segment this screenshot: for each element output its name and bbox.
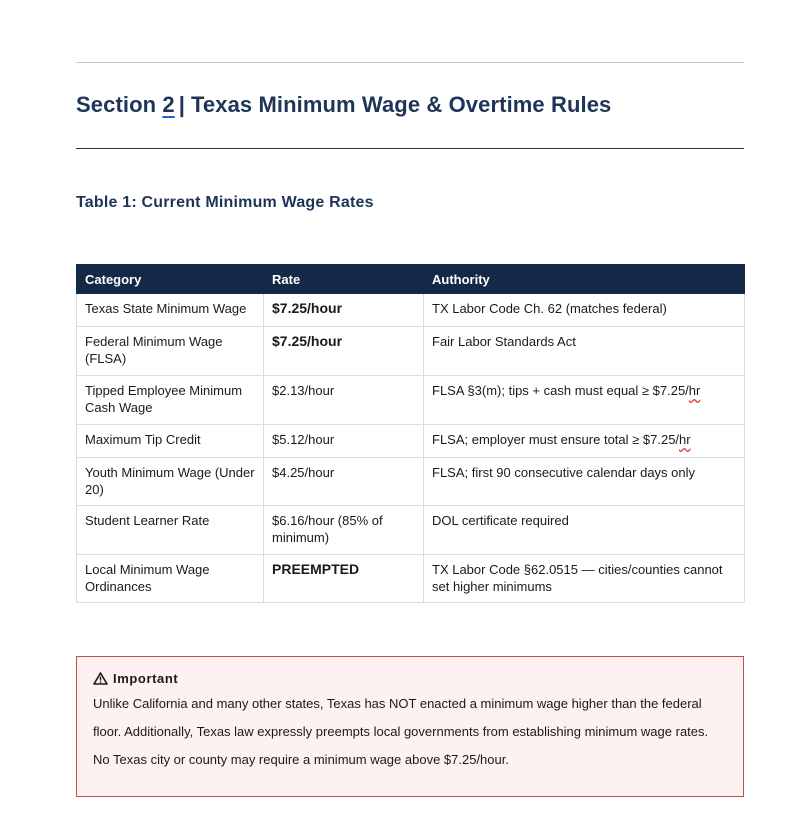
category-cell: Student Learner Rate	[77, 506, 264, 555]
header-rate: Rate	[264, 265, 424, 294]
authority-cell	[424, 425, 745, 458]
rate-cell: $2.13/hour	[264, 376, 424, 425]
section-separator: |	[178, 92, 185, 117]
spellcheck-flagged-word: hr	[688, 383, 701, 398]
table-row	[77, 555, 745, 603]
rate-cell: $5.12/hour	[264, 425, 424, 458]
section-prefix: Section	[76, 92, 157, 117]
important-callout	[76, 656, 744, 797]
warning-icon	[93, 672, 108, 685]
callout-body	[93, 690, 727, 774]
heading-divider	[76, 148, 744, 149]
category-cell: Maximum Tip Credit	[77, 425, 264, 458]
top-divider	[76, 62, 744, 63]
callout-header	[93, 671, 727, 686]
callout-line: floor. Additionally, Texas law expressly preempts local governments from establishing minimum wage rates.	[93, 724, 709, 739]
table-row	[77, 376, 745, 425]
table-header-row	[77, 265, 745, 294]
authority-cell	[424, 376, 745, 425]
callout-line: Unlike California and many other states, Texas has NOT enacted a minimum wage higher than the federal	[93, 696, 702, 711]
rate-cell: $7.25/hour	[264, 294, 424, 327]
category-cell: Tipped Employee Minimum Cash Wage	[77, 376, 264, 425]
table-row	[77, 294, 745, 327]
callout-title: Important	[113, 671, 179, 686]
authority-text: FLSA; employer must ensure total ≥ $7.25/	[432, 432, 680, 447]
minimum-wage-table	[76, 264, 745, 603]
header-authority: Authority	[424, 265, 745, 294]
category-cell: Youth Minimum Wage (Under 20)	[77, 458, 264, 506]
category-cell: Texas State Minimum Wage	[77, 294, 264, 327]
table-title: Table 1: Current Minimum Wage Rates	[76, 194, 374, 211]
category-cell: Federal Minimum Wage (FLSA)	[77, 327, 264, 376]
rate-cell: PREEMPTED	[264, 555, 424, 603]
table-row	[77, 327, 745, 376]
table-row	[77, 425, 745, 458]
table-row	[77, 458, 745, 506]
header-category: Category	[77, 265, 264, 294]
authority-cell: DOL certificate required	[424, 506, 745, 555]
category-cell: Local Minimum Wage Ordinances	[77, 555, 264, 603]
authority-cell: Fair Labor Standards Act	[424, 327, 745, 376]
authority-cell: FLSA; first 90 consecutive calendar days only	[424, 458, 745, 506]
rate-cell: $4.25/hour	[264, 458, 424, 506]
authority-text: FLSA §3(m); tips + cash must equal ≥ $7.25/	[432, 383, 689, 398]
section-title	[76, 92, 611, 118]
rate-cell: $6.16/hour (85% of minimum)	[264, 506, 424, 555]
spellcheck-flagged-word: hr	[679, 432, 691, 447]
authority-cell: TX Labor Code §62.0515 — cities/counties cannot set higher minimums	[424, 555, 745, 603]
callout-line: No Texas city or county may require a minimum wage above $7.25/hour.	[93, 752, 509, 767]
rate-cell: $7.25/hour	[264, 327, 424, 376]
authority-cell: TX Labor Code Ch. 62 (matches federal)	[424, 294, 745, 327]
table-row	[77, 506, 745, 555]
section-title-text: Texas Minimum Wage & Overtime Rules	[191, 92, 612, 117]
section-number: 2	[162, 92, 175, 117]
